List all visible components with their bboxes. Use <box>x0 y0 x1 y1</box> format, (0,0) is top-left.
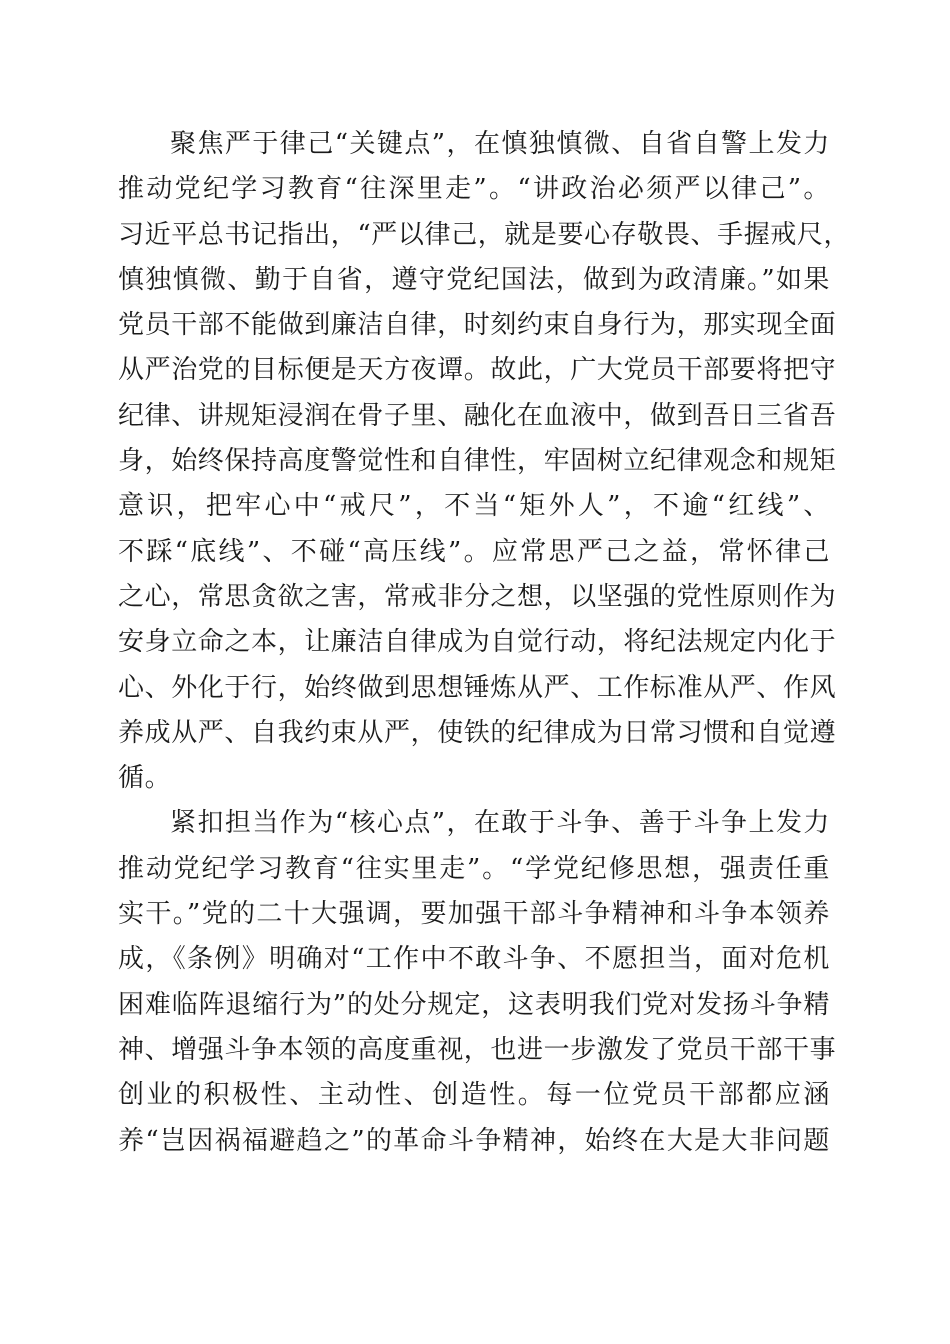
paragraph-2-line-8: 养“岂因祸福避趋之”的革命斗争精神，始终在大是大非问题 <box>118 1125 830 1156</box>
paragraph-1-line-4: 慎独慎微、勤于自省，遵守党纪国法，做到为政清廉。”如果 <box>118 264 830 295</box>
paragraph-1-line-7: 纪律、讲规矩浸润在骨子里、融化在血液中，做到吾日三省吾 <box>118 400 837 431</box>
paragraph-2-line-6: 神、增强斗争本领的高度重视，也进一步激发了党员干部干事 <box>118 1034 837 1065</box>
paragraph-1-line-14: 养成从严、自我约束从严，使铁的纪律成为日常习惯和自觉遵 <box>118 717 837 748</box>
paragraph-2-line-7: 创业的积极性、主动性、创造性。每一位党员干部都应涵 <box>118 1080 830 1111</box>
paragraph-1-line-9: 意识，把牢心中“戒尺”，不当“矩外人”，不逾“红线”、 <box>118 491 830 522</box>
paragraph-1-line-1: 聚焦严于律己“关键点”，在慎独慎微、自省自警上发力 <box>170 129 830 159</box>
paragraph-2-line-5: 困难临阵退缩行为”的处分规定，这表明我们党对发扬斗争精 <box>118 989 830 1020</box>
paragraph-2-line-2: 推动党纪学习教育“往实里走”。“学党纪修思想，强责任重 <box>118 853 830 884</box>
paragraph-2-line-3: 实干。”党的二十大强调，要加强干部斗争精神和斗争本领养 <box>118 899 830 930</box>
paragraph-1-line-15: 循。 <box>118 763 172 794</box>
paragraph-2-line-1: 紧扣担当作为“核心点”，在敢于斗争、善于斗争上发力 <box>170 808 830 839</box>
paragraph-1-line-2: 推动党纪学习教育“往深里走”。“讲政治必须严以律己”。 <box>118 174 830 205</box>
paragraph-1-line-6: 从严治党的目标便是天方夜谭。故此，广大党员干部要将把守 <box>118 355 837 386</box>
paragraph-1-line-3: 习近平总书记指出，“严以律己，就是要心存敬畏、手握戒尺， <box>118 219 851 250</box>
paragraph-2-line-4: 成，《条例》明确对“工作中不敢斗争、不愿担当，面对危机 <box>118 944 830 975</box>
paragraph-1-line-13: 心、外化于行，始终做到思想锤炼从严、工作标准从严、作风 <box>118 672 837 703</box>
paragraph-1-line-5: 党员干部不能做到廉洁自律，时刻约束自身行为，那实现全面 <box>118 310 837 341</box>
paragraph-1-line-12: 安身立命之本，让廉洁自律成为自觉行动，将纪法规定内化于 <box>118 627 837 658</box>
paragraph-1-line-11: 之心，常思贪欲之害，常戒非分之想，以坚强的党性原则作为 <box>118 581 837 612</box>
paragraph-1-line-8: 身，始终保持高度警觉性和自律性，牢固树立纪律观念和规矩 <box>118 446 837 477</box>
body-text <box>118 122 851 1164</box>
paragraph-1-line-10: 不踩“底线”、不碰“高压线”。应常思严己之益，常怀律己 <box>118 536 830 567</box>
